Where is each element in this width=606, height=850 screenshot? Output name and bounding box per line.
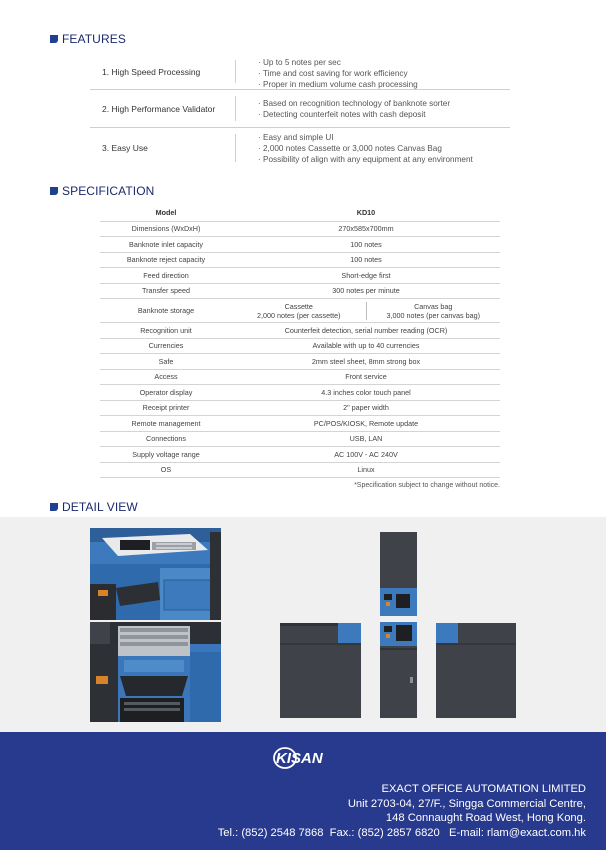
company-name: EXACT OFFICE AUTOMATION LIMITED xyxy=(381,783,586,795)
spec-label: Remote management xyxy=(100,416,232,432)
table-row xyxy=(100,400,500,416)
machine-top-photo xyxy=(90,528,221,620)
table-row xyxy=(100,385,500,401)
spec-value: 300 notes per minute xyxy=(232,283,500,299)
address-line: 148 Connaught Road West, Hong Kong. xyxy=(385,812,586,825)
spec-value: Short-edge first xyxy=(232,268,500,284)
machine-inlet-photo xyxy=(90,622,221,722)
table-row-storage xyxy=(100,299,500,323)
table-row xyxy=(100,252,500,268)
spec-label: Recognition unit xyxy=(100,323,232,339)
spec-label: Banknote storage xyxy=(100,299,232,323)
table-row xyxy=(100,416,500,432)
feature-point: · Proper in medium volume cash processing xyxy=(258,79,418,89)
spec-value: 100 notes xyxy=(232,252,500,268)
table-row xyxy=(100,354,500,370)
feature-point: · Possibility of align with any equipment at any environment xyxy=(258,154,473,164)
contact-line: Tel.: (852) 2548 7868 Fax.: (852) 2857 6820 E-mail: rlam@exact.com.hk xyxy=(217,827,586,840)
company-address xyxy=(218,782,586,841)
table-row xyxy=(100,447,500,463)
spec-value: 2" paper width xyxy=(232,400,500,416)
table-row xyxy=(100,323,500,339)
spec-footnote: *Specification subject to change without notice. xyxy=(354,482,500,489)
table-row xyxy=(100,338,500,354)
spec-label: Model xyxy=(100,204,232,221)
table-row xyxy=(100,237,500,253)
spec-value: Counterfeit detection, serial number reading (OCR) xyxy=(232,323,500,339)
spec-value: Linux xyxy=(232,462,500,478)
kisan-logo xyxy=(272,747,334,769)
section-bullet-icon xyxy=(50,503,58,511)
storage-cassette: Cassette 2,000 notes (per cassette) xyxy=(256,301,341,320)
table-row xyxy=(100,431,500,447)
spec-label: Currencies xyxy=(100,338,232,354)
table-row xyxy=(100,221,500,237)
table-row xyxy=(100,462,500,478)
specification-heading: SPECIFICATION xyxy=(50,184,154,198)
spec-value: Available with up to 40 currencies xyxy=(232,338,500,354)
feature-name: 1. High Speed Processing xyxy=(102,66,201,77)
spec-value: Front service xyxy=(232,369,500,385)
section-bullet-icon xyxy=(50,35,58,43)
machine-side-right-photo xyxy=(436,623,516,718)
spec-label: Operator display xyxy=(100,385,232,401)
feature-point: · Easy and simple UI xyxy=(258,133,334,142)
address-line: Unit 2703-04, 27/F., Singga Commercial Centre, xyxy=(347,797,586,810)
spec-value: USB, LAN xyxy=(232,431,500,447)
feature-name: 3. Easy Use xyxy=(102,143,148,153)
table-row xyxy=(100,268,500,284)
specification-table xyxy=(100,204,500,478)
spec-value: 100 notes xyxy=(232,237,500,253)
features-list xyxy=(90,54,510,168)
features-heading: FEATURES xyxy=(50,32,126,46)
table-header-row xyxy=(100,204,500,221)
feature-point: · Time and cost saving for work efficiency xyxy=(258,68,408,78)
spec-label: Receipt printer xyxy=(100,400,232,416)
spec-label: Banknote reject capacity xyxy=(100,252,232,268)
feature-point: · Based on recognition technology of banknote sorter xyxy=(258,99,451,108)
machine-front-top-photo xyxy=(380,532,417,616)
section-bullet-icon xyxy=(50,187,58,195)
spec-value: 4.3 inches color touch panel xyxy=(232,385,500,401)
spec-value: PC/POS/KIOSK, Remote update xyxy=(232,416,500,432)
machine-front-bottom-photo xyxy=(380,622,417,718)
spec-label: Safe xyxy=(100,354,232,370)
feature-row xyxy=(90,54,510,90)
feature-row xyxy=(90,128,510,168)
feature-point: · 2,000 notes Cassette or 3,000 notes Canvas Bag xyxy=(258,143,442,153)
storage-canvas-bag: Canvas bag 3,000 notes (per canvas bag) xyxy=(386,301,480,320)
feature-point: · Detecting counterfeit notes with cash deposit xyxy=(258,109,426,119)
spec-label: Dimensions (WxDxH) xyxy=(100,221,232,237)
spec-value: AC 100V - AC 240V xyxy=(232,447,500,463)
feature-point: · Up to 5 notes per sec xyxy=(258,58,341,67)
spec-label: Feed direction xyxy=(100,268,232,284)
footer xyxy=(0,732,606,850)
table-row xyxy=(100,283,500,299)
spec-label: Banknote inlet capacity xyxy=(100,237,232,253)
detail-view-heading: DETAIL VIEW xyxy=(50,500,138,514)
spec-label: Connections xyxy=(100,431,232,447)
spec-value: KD10 xyxy=(232,204,500,221)
spec-label: OS xyxy=(100,462,232,478)
spec-label: Transfer speed xyxy=(100,283,232,299)
spec-value: 2mm steel sheet, 8mm strong box xyxy=(232,354,500,370)
feature-row xyxy=(90,90,510,128)
spec-label: Supply voltage range xyxy=(100,447,232,463)
feature-name: 2. High Performance Validator xyxy=(102,103,216,114)
machine-side-left-photo xyxy=(280,623,361,718)
table-row xyxy=(100,369,500,385)
spec-value: 270x585x700mm xyxy=(232,221,500,237)
logo-text: KISAN xyxy=(276,750,323,767)
spec-label: Access xyxy=(100,369,232,385)
